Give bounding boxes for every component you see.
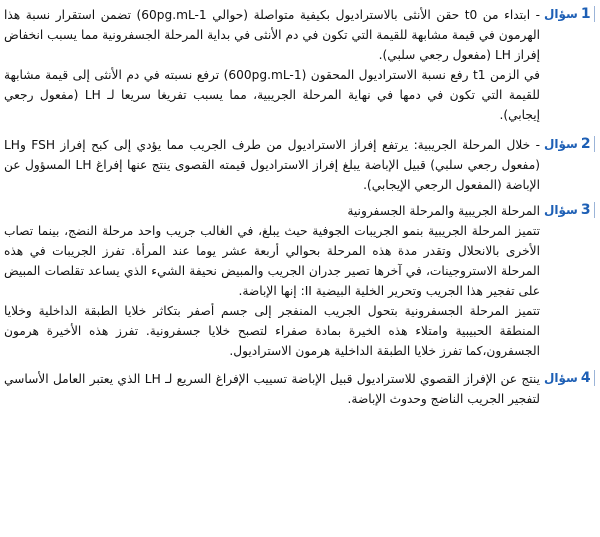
question-word: سؤال — [544, 371, 578, 385]
question-3 — [4, 201, 594, 361]
answer-paragraph: تتميز المرحلة الجسفرونية بتحول الجريب المنفجر إلى جسم أصفر بتكاثر خلايا الطبقة الداخلية وخلايا المنطقة الحبيبية وامتلاء هذه الخيرة بمادة صفراء لتصبح خلايا جسفرونية. تفرز هذه الأخيرة هرمون الجسفرون،كما تفرز خلايا الطبقة الداخلية هرمون الاستراديول. — [4, 304, 540, 358]
question-number: 3 — [580, 202, 591, 218]
question-number: 4 — [580, 370, 591, 386]
question-label — [544, 201, 594, 219]
question-number: 2 — [580, 136, 591, 152]
answer-paragraph: - ابتداء من t0 حقن الأنثى بالاستراديول بكيفية متواصلة (حوالي 60pg.mL-1) تضمن استقرار نسبة هذا الهرمون في قيمة مشابهة للقيمة التي تكون في دم الأنثى في بداية المرحلة الجسفرونية مما يسبب انخفاض إفراز LH (مفعول رجعي سلبي). — [4, 8, 540, 62]
question-word: سؤال — [544, 7, 578, 21]
answer-heading: المرحلة الجريبية والمرحلة الجسفرونية — [347, 204, 540, 218]
question-4 — [4, 369, 594, 409]
answer-paragraph: في الزمن t1 رفع نسبة الاستراديول المحقون (600pg.mL-1) ترفع نسبته في دم الأنثى إلى قيمة مشابهة للقيمة التي تكون في دمها في نهاية المرحلة الجريبية، مما يسبب تفريغا سريعا لـ LH (مفعول رجعي إيجابي). — [4, 68, 541, 122]
answer-paragraph: - خلال المرحلة الجريبية: يرتفع إفراز الاستراديول من طرف الجريب مما يؤدي إلى كبح إفراز FSH وLH (مفعول رجعي سلبي) قبيل الإباضة يبلغ إفراز الاستراديول قيمته القصوى ينتج عنها إفراغ LH المسؤول عن الإباضة (المفعول الرجعي الإيجابي). — [4, 138, 540, 192]
answer-paragraph: تتميز المرحلة الجريبية بنمو الجريبات الجوفية حيث يبلغ، في الغالب جريب واحد مرحلة النضج، بينما تصاب الأخرى بالانحلال وتقدر مدة هذه المرحلة بحوالي أربعة عشر يوما عند المرأة. تفرز الجريبات في هذه المرحلة الاستروجينات، في آخرها تصير جدران الجريب والمبيض نحيفة الشيء الذي يساعد تقلصات المبيض على تفجير هذا الجريب وتحرير الخلية البيضية II: إنها الإباضة. — [4, 224, 540, 298]
question-label — [544, 5, 594, 23]
question-2 — [4, 135, 594, 195]
question-label — [544, 135, 594, 153]
question-1 — [4, 5, 594, 125]
question-word: سؤال — [544, 137, 578, 151]
question-number: 1 — [580, 6, 591, 22]
question-word: سؤال — [544, 203, 578, 217]
answer-paragraph: ينتج عن الإفراز القصوي للاستراديول قبيل الإباضة تسييب الإفراغ السريع لـ LH الذي يعتبر العامل الأساسي لتفجير الجريب الناضج وحدوث الإباضة. — [4, 372, 541, 406]
question-label — [544, 369, 594, 387]
